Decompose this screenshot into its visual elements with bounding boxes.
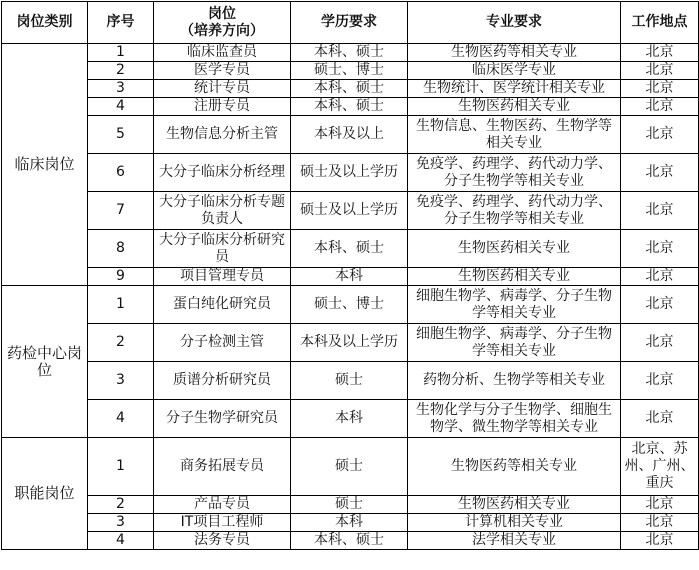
row-position: 产品专员 — [154, 496, 291, 514]
row-education: 硕士及以上学历 — [291, 192, 408, 230]
row-no: 4 — [88, 98, 154, 116]
row-location: 北京 — [621, 116, 699, 154]
table-body — [2, 44, 699, 550]
table-row — [2, 80, 699, 98]
table-row — [2, 400, 699, 438]
table-row — [2, 154, 699, 192]
row-education: 本科、硕士 — [291, 80, 408, 98]
table-header — [2, 2, 699, 44]
row-position: 质谱分析研究员 — [154, 362, 291, 400]
table-row — [2, 230, 699, 268]
header-major: 专业要求 — [408, 2, 621, 44]
row-major: 免疫学、药理学、药代动力学、分子生物学等相关专业 — [408, 192, 621, 230]
row-no: 4 — [88, 532, 154, 550]
row-no: 3 — [88, 514, 154, 532]
row-no: 2 — [88, 62, 154, 80]
row-position: 分子生物学研究员 — [154, 400, 291, 438]
table-row — [2, 438, 699, 496]
header-position — [154, 2, 291, 44]
row-education: 本科、硕士 — [291, 98, 408, 116]
row-location: 北京 — [621, 44, 699, 62]
row-education: 硕士 — [291, 362, 408, 400]
row-location: 北京 — [621, 268, 699, 286]
row-location: 北京 — [621, 62, 699, 80]
header-category: 岗位类别 — [2, 2, 88, 44]
row-education: 硕士 — [291, 438, 408, 496]
row-location: 北京 — [621, 514, 699, 532]
row-major: 免疫学、药理学、药代动力学、分子生物学等相关专业 — [408, 154, 621, 192]
row-position: 大分子临床分析研究员 — [154, 230, 291, 268]
table-row — [2, 192, 699, 230]
row-location: 北京 — [621, 324, 699, 362]
row-major: 生物医药相关专业 — [408, 496, 621, 514]
header-no: 序号 — [88, 2, 154, 44]
row-position: 医学专员 — [154, 62, 291, 80]
row-position: 分子检测主管 — [154, 324, 291, 362]
table-row — [2, 62, 699, 80]
row-location: 北京 — [621, 80, 699, 98]
row-no: 7 — [88, 192, 154, 230]
category-cell: 职能岗位 — [2, 438, 88, 550]
row-position: 大分子临床分析经理 — [154, 154, 291, 192]
table-row — [2, 116, 699, 154]
row-major: 细胞生物学、病毒学、分子生物学等相关专业 — [408, 324, 621, 362]
table-row — [2, 98, 699, 116]
row-education: 本科及以上 — [291, 116, 408, 154]
row-education: 硕士、博士 — [291, 62, 408, 80]
row-position: 项目管理专员 — [154, 268, 291, 286]
table-row — [2, 268, 699, 286]
table-row — [2, 286, 699, 324]
table-row — [2, 532, 699, 550]
row-location: 北京 — [621, 532, 699, 550]
row-location: 北京 — [621, 192, 699, 230]
table-row — [2, 44, 699, 62]
row-education: 本科 — [291, 514, 408, 532]
row-position: 法务专员 — [154, 532, 291, 550]
row-position: 蛋白纯化研究员 — [154, 286, 291, 324]
row-position: 注册专员 — [154, 98, 291, 116]
row-major: 生物医药相关专业 — [408, 268, 621, 286]
row-location: 北京 — [621, 230, 699, 268]
row-major: 生物统计、医学统计相关专业 — [408, 80, 621, 98]
row-no: 1 — [88, 438, 154, 496]
category-cell: 药检中心岗位 — [2, 286, 88, 438]
header-location: 工作地点 — [621, 2, 699, 44]
row-education: 本科 — [291, 268, 408, 286]
row-location: 北京 — [621, 496, 699, 514]
row-no: 5 — [88, 116, 154, 154]
row-no: 3 — [88, 362, 154, 400]
row-education: 硕士及以上学历 — [291, 154, 408, 192]
category-cell: 临床岗位 — [2, 44, 88, 286]
row-education: 硕士、博士 — [291, 286, 408, 324]
row-no: 2 — [88, 324, 154, 362]
row-no: 2 — [88, 496, 154, 514]
row-location: 北京 — [621, 400, 699, 438]
row-no: 4 — [88, 400, 154, 438]
row-education: 本科、硕士 — [291, 230, 408, 268]
row-major: 临床医学专业 — [408, 62, 621, 80]
header-row — [2, 2, 699, 44]
row-position: 生物信息分析主管 — [154, 116, 291, 154]
row-no: 1 — [88, 286, 154, 324]
row-major: 生物医药相关专业 — [408, 230, 621, 268]
row-major: 药物分析、生物学等相关专业 — [408, 362, 621, 400]
row-position: 大分子临床分析专题负责人 — [154, 192, 291, 230]
row-education: 本科、硕士 — [291, 44, 408, 62]
row-major: 生物医药相关专业 — [408, 98, 621, 116]
row-position: 商务拓展专员 — [154, 438, 291, 496]
row-position: 统计专员 — [154, 80, 291, 98]
row-location: 北京 — [621, 98, 699, 116]
job-table — [1, 1, 699, 550]
row-location: 北京 — [621, 362, 699, 400]
row-major: 法学相关专业 — [408, 532, 621, 550]
table-row — [2, 496, 699, 514]
row-location: 北京 — [621, 154, 699, 192]
row-position: 临床监查员 — [154, 44, 291, 62]
row-no: 9 — [88, 268, 154, 286]
row-no: 1 — [88, 44, 154, 62]
header-education: 学历要求 — [291, 2, 408, 44]
row-major: 生物医药等相关专业 — [408, 438, 621, 496]
row-major: 计算机相关专业 — [408, 514, 621, 532]
row-education: 硕士 — [291, 496, 408, 514]
table-row — [2, 514, 699, 532]
row-location: 北京、苏州、广州、重庆 — [621, 438, 699, 496]
row-major: 生物化学与分子生物学、细胞生物学、微生物学等相关专业 — [408, 400, 621, 438]
row-no: 8 — [88, 230, 154, 268]
row-position: IT项目工程师 — [154, 514, 291, 532]
row-no: 3 — [88, 80, 154, 98]
row-no: 6 — [88, 154, 154, 192]
row-major: 细胞生物学、病毒学、分子生物学等相关专业 — [408, 286, 621, 324]
row-education: 本科及以上学历 — [291, 324, 408, 362]
header-position-line1: 岗位 — [208, 5, 236, 22]
table-row — [2, 324, 699, 362]
row-location: 北京 — [621, 286, 699, 324]
row-major: 生物医药等相关专业 — [408, 44, 621, 62]
table-row — [2, 362, 699, 400]
row-education: 本科、硕士 — [291, 532, 408, 550]
header-position-line2: （培养方向） — [180, 22, 264, 39]
row-education: 本科 — [291, 400, 408, 438]
row-major: 生物信息、生物医药、生物学等相关专业 — [408, 116, 621, 154]
